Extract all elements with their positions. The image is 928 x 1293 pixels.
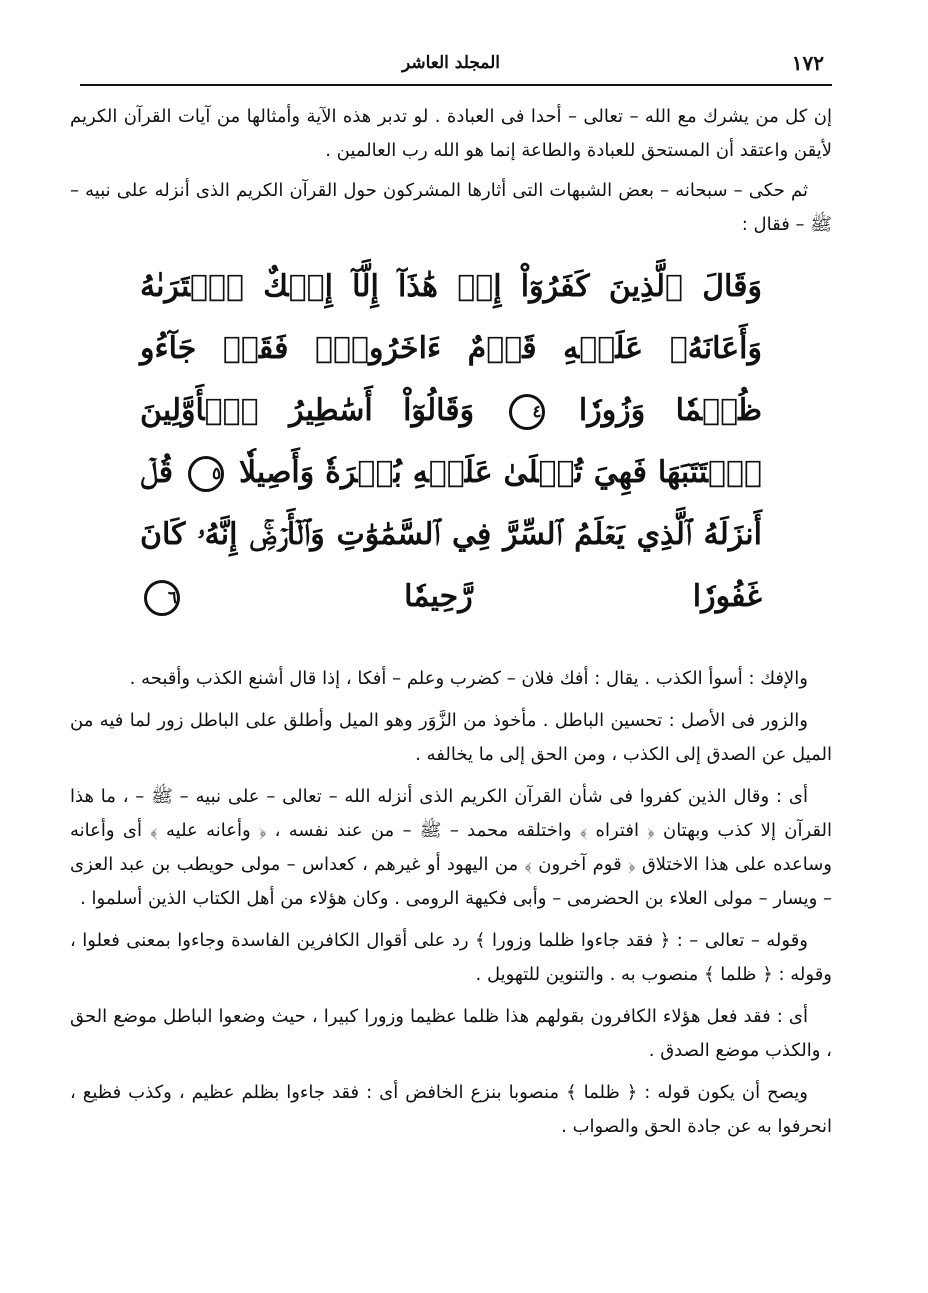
verse-text: وَقَالُوٓاْ أَسَٰطِيرُ ٱلۡأَوَّلِينَ ٱكۡتَتَبَهَا فَهِيَ تُمۡلَىٰ عَلَيۡهِ بُكۡرَةٗ وَأَصِيلٗا	[140, 393, 762, 490]
ayah-number-marker: ٤	[509, 394, 545, 430]
paragraph: والزور فى الأصل : تحسين الباطل . مأخوذ من الزَّوَر وهو الميل وأطلق على الباطل زور لما فيه من الميل عن الصدق إلى الكذب ، ومن الحق إلى ما يخالفه .	[70, 710, 832, 765]
verse-text: قُلۡ أَنزَلَهُ ٱلَّذِي يَعۡلَمُ ٱلسِّرَّ فِي ٱلسَّمَٰوَٰتِ وَٱلۡأَرۡضِۚ إِنَّهُۥ كَانَ غَفُورٗا رَّحِيمٗا	[140, 455, 762, 614]
paragraph: إن كل من يشرك مع الله – تعالى – أحدا فى العبادة . لو تدبر هذه الآية وأمثالها من آيات القرآن الكريم لأيقن واعتقد أن المستحق للعبادة والطاعة إنما هو الله رب العالمين .	[70, 106, 832, 161]
header-rule	[80, 84, 832, 86]
page-body	[70, 100, 832, 1152]
page	[70, 40, 832, 1260]
paragraph: والإفك : أسوأ الكذب . يقال : أفك فلان – كضرب وعلم – أفكا ، إذا قال أشنع الكذب وأقبحه .	[129, 668, 808, 689]
page-header	[70, 40, 832, 86]
verse-text: وَقَالَ ٱلَّذِينَ كَفَرُوٓاْ إِنۡ هَٰذَآ إِلَّآ إِفۡكٌ ٱفۡتَرَىٰهُ وَأَعَانَهُۥ عَلَيۡهِ قَوۡمٌ ءَاخَرُونَۖ فَقَدۡ جَآءُو ظُلۡمٗا وَزُورٗا	[140, 269, 762, 428]
ayah-number-marker: ٦	[144, 580, 180, 616]
paragraph: وقوله – تعالى – : ﴿ فقد جاءوا ظلما وزورا ﴾ رد على أقوال الكافرين الفاسدة وجاءوا بمعنى فعلوا ، وقوله : ﴿ ظلما ﴾ منصوب به . والتنوين للتهويل .	[70, 930, 832, 985]
page-number: ١٧٢	[791, 51, 824, 75]
paragraph: ثم حكى – سبحانه – بعض الشبهات التى أثارها المشركون حول القرآن الكريم الذى أنزله على نبيه – ﷺ – فقال :	[70, 180, 832, 235]
quran-verses	[140, 256, 762, 628]
paragraph: أى : وقال الذين كفروا فى شأن القرآن الكريم الذى أنزله الله – تعالى – على نبيه – ﷺ – ، ما هذا القرآن إلا كذب وبهتان ﴿ افتراه ﴾ واختلقه محمد – ﷺ – من عند نفسه ، ﴿ وأعانه عليه ﴾ أى وأعانه وساعده على هذا الاختلاق ﴿ قوم آخرون ﴾ من اليهود أو غيرهم ، كعداس – مولى حويطب بن عبد العزى – ويسار – مولى العلاء بن الحضرمى – وأبى فكيهة الرومى . وكان هؤلاء من أهل الكتاب الذين أسلموا .	[70, 786, 832, 909]
paragraph: ويصح أن يكون قوله : ﴿ ظلما ﴾ منصوبا بنزع الخافض أى : فقد جاءوا بظلم عظيم ، وكذب فظيع ، انحرفوا به عن جادة الحق والصواب .	[70, 1082, 832, 1137]
ayah-number-marker: ٥	[188, 456, 224, 492]
paragraph: أى : فقد فعل هؤلاء الكافرون بقولهم هذا ظلما عظيما وزورا كبيرا ، حيث وضعوا الباطل موضع الحق ، والكذب موضع الصدق .	[70, 1006, 832, 1061]
running-head: المجلد العاشر	[401, 53, 501, 73]
